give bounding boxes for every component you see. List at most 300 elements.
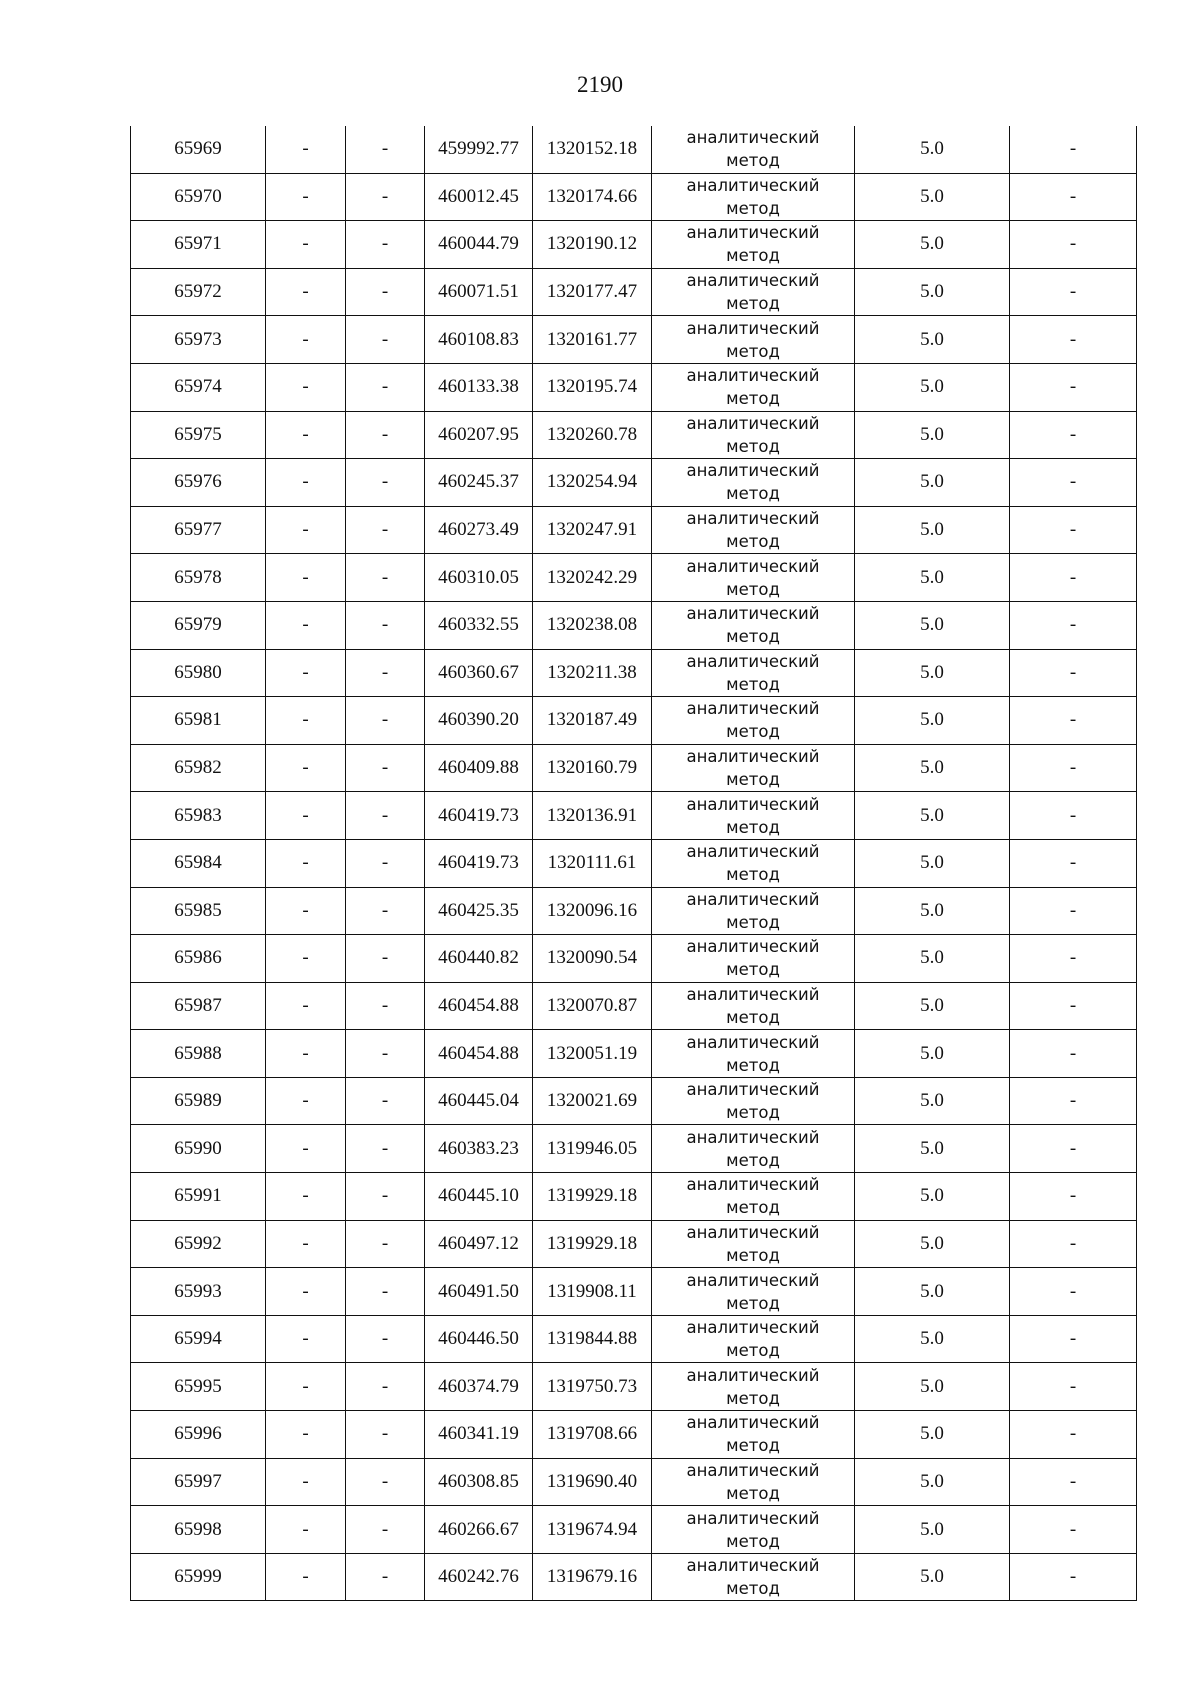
empty-cell: -	[266, 459, 346, 507]
note-cell: -	[1010, 1363, 1137, 1411]
empty-cell: -	[266, 839, 346, 887]
y-coordinate-cell: 1320111.61	[533, 839, 652, 887]
empty-cell: -	[346, 1220, 425, 1268]
method-cell	[652, 1315, 855, 1363]
method-cell	[652, 411, 855, 459]
method-line-1: аналитический	[686, 1460, 820, 1480]
note-cell: -	[1010, 1220, 1137, 1268]
accuracy-cell: 5.0	[855, 935, 1010, 983]
method-cell	[652, 649, 855, 697]
point-id-cell: 65969	[131, 126, 266, 173]
point-id-cell: 65974	[131, 363, 266, 411]
point-id-cell: 65981	[131, 697, 266, 745]
method-line-2: метод	[726, 1245, 780, 1265]
method-line-2: метод	[726, 151, 780, 171]
method-cell	[652, 363, 855, 411]
method-line-2: метод	[726, 246, 780, 266]
accuracy-cell: 5.0	[855, 316, 1010, 364]
empty-cell: -	[266, 316, 346, 364]
note-cell: -	[1010, 506, 1137, 554]
empty-cell: -	[266, 792, 346, 840]
accuracy-cell: 5.0	[855, 1220, 1010, 1268]
accuracy-cell: 5.0	[855, 839, 1010, 887]
method-line-1: аналитический	[686, 318, 820, 338]
method-line-2: метод	[726, 294, 780, 314]
accuracy-cell: 5.0	[855, 1458, 1010, 1506]
table-row	[131, 982, 1137, 1030]
point-id-cell: 65978	[131, 554, 266, 602]
method-line-2: метод	[726, 865, 780, 885]
empty-cell: -	[346, 839, 425, 887]
note-cell: -	[1010, 935, 1137, 983]
empty-cell: -	[346, 1363, 425, 1411]
empty-cell: -	[346, 982, 425, 1030]
y-coordinate-cell: 1320021.69	[533, 1077, 652, 1125]
method-line-1: аналитический	[686, 1508, 820, 1528]
accuracy-cell: 5.0	[855, 887, 1010, 935]
empty-cell: -	[266, 1553, 346, 1601]
point-id-cell: 65992	[131, 1220, 266, 1268]
table-row	[131, 1458, 1137, 1506]
x-coordinate-cell: 460310.05	[425, 554, 533, 602]
y-coordinate-cell: 1319750.73	[533, 1363, 652, 1411]
method-line-2: метод	[726, 960, 780, 980]
point-id-cell: 65996	[131, 1411, 266, 1459]
empty-cell: -	[266, 506, 346, 554]
y-coordinate-cell: 1320070.87	[533, 982, 652, 1030]
note-cell: -	[1010, 554, 1137, 602]
method-line-2: метод	[726, 770, 780, 790]
accuracy-cell: 5.0	[855, 126, 1010, 173]
x-coordinate-cell: 460207.95	[425, 411, 533, 459]
method-line-1: аналитический	[686, 747, 820, 767]
point-id-cell: 65983	[131, 792, 266, 840]
table-row	[131, 554, 1137, 602]
method-cell	[652, 744, 855, 792]
empty-cell: -	[346, 1268, 425, 1316]
x-coordinate-cell: 460341.19	[425, 1411, 533, 1459]
method-cell	[652, 1363, 855, 1411]
x-coordinate-cell: 460390.20	[425, 697, 533, 745]
note-cell: -	[1010, 1030, 1137, 1078]
point-id-cell: 65982	[131, 744, 266, 792]
method-cell	[652, 1125, 855, 1173]
method-line-2: метод	[726, 198, 780, 218]
method-line-2: метод	[726, 1531, 780, 1551]
y-coordinate-cell: 1319929.18	[533, 1220, 652, 1268]
x-coordinate-cell: 460491.50	[425, 1268, 533, 1316]
empty-cell: -	[346, 1315, 425, 1363]
note-cell: -	[1010, 1315, 1137, 1363]
method-line-1: аналитический	[686, 1413, 820, 1433]
method-line-1: аналитический	[686, 223, 820, 243]
method-line-2: метод	[726, 722, 780, 742]
note-cell: -	[1010, 601, 1137, 649]
note-cell: -	[1010, 173, 1137, 221]
empty-cell: -	[346, 1506, 425, 1554]
table-row	[131, 839, 1137, 887]
method-cell	[652, 887, 855, 935]
method-line-1: аналитический	[686, 1175, 820, 1195]
note-cell: -	[1010, 1506, 1137, 1554]
empty-cell: -	[346, 1125, 425, 1173]
empty-cell: -	[266, 1030, 346, 1078]
method-cell	[652, 1553, 855, 1601]
table-row	[131, 792, 1137, 840]
y-coordinate-cell: 1320096.16	[533, 887, 652, 935]
empty-cell: -	[346, 459, 425, 507]
empty-cell: -	[266, 363, 346, 411]
empty-cell: -	[266, 887, 346, 935]
table-row	[131, 697, 1137, 745]
empty-cell: -	[346, 506, 425, 554]
empty-cell: -	[266, 173, 346, 221]
method-line-2: метод	[726, 341, 780, 361]
empty-cell: -	[346, 1458, 425, 1506]
method-cell	[652, 1077, 855, 1125]
method-line-2: метод	[726, 1483, 780, 1503]
note-cell: -	[1010, 982, 1137, 1030]
point-id-cell: 65977	[131, 506, 266, 554]
point-id-cell: 65973	[131, 316, 266, 364]
y-coordinate-cell: 1320211.38	[533, 649, 652, 697]
x-coordinate-cell: 460445.04	[425, 1077, 533, 1125]
empty-cell: -	[346, 792, 425, 840]
table-row	[131, 173, 1137, 221]
note-cell: -	[1010, 1173, 1137, 1221]
method-cell	[652, 839, 855, 887]
note-cell: -	[1010, 839, 1137, 887]
empty-cell: -	[266, 649, 346, 697]
y-coordinate-cell: 1319844.88	[533, 1315, 652, 1363]
method-line-2: метод	[726, 1007, 780, 1027]
empty-cell: -	[266, 221, 346, 269]
x-coordinate-cell: 460440.82	[425, 935, 533, 983]
x-coordinate-cell: 460245.37	[425, 459, 533, 507]
table-row	[131, 1125, 1137, 1173]
method-line-2: метод	[726, 1198, 780, 1218]
note-cell: -	[1010, 1268, 1137, 1316]
table-row	[131, 935, 1137, 983]
method-cell	[652, 1030, 855, 1078]
y-coordinate-cell: 1320136.91	[533, 792, 652, 840]
method-line-1: аналитический	[686, 604, 820, 624]
x-coordinate-cell: 460360.67	[425, 649, 533, 697]
accuracy-cell: 5.0	[855, 173, 1010, 221]
x-coordinate-cell: 460308.85	[425, 1458, 533, 1506]
method-line-2: метод	[726, 1150, 780, 1170]
empty-cell: -	[346, 1030, 425, 1078]
empty-cell: -	[346, 221, 425, 269]
empty-cell: -	[346, 173, 425, 221]
method-line-1: аналитический	[686, 1318, 820, 1338]
empty-cell: -	[266, 1268, 346, 1316]
method-cell	[652, 1458, 855, 1506]
empty-cell: -	[266, 601, 346, 649]
accuracy-cell: 5.0	[855, 1363, 1010, 1411]
method-cell	[652, 1506, 855, 1554]
note-cell: -	[1010, 268, 1137, 316]
empty-cell: -	[346, 649, 425, 697]
method-line-2: метод	[726, 1055, 780, 1075]
y-coordinate-cell: 1319674.94	[533, 1506, 652, 1554]
empty-cell: -	[266, 935, 346, 983]
accuracy-cell: 5.0	[855, 982, 1010, 1030]
y-coordinate-cell: 1319679.16	[533, 1553, 652, 1601]
note-cell: -	[1010, 697, 1137, 745]
accuracy-cell: 5.0	[855, 1411, 1010, 1459]
method-line-2: метод	[726, 1388, 780, 1408]
y-coordinate-cell: 1320260.78	[533, 411, 652, 459]
method-line-1: аналитический	[686, 937, 820, 957]
method-line-2: метод	[726, 484, 780, 504]
table-row	[131, 316, 1137, 364]
method-line-2: метод	[726, 1341, 780, 1361]
note-cell: -	[1010, 459, 1137, 507]
note-cell: -	[1010, 363, 1137, 411]
table-row	[131, 126, 1137, 173]
method-line-2: метод	[726, 579, 780, 599]
x-coordinate-cell: 460071.51	[425, 268, 533, 316]
accuracy-cell: 5.0	[855, 1553, 1010, 1601]
method-line-2: метод	[726, 1293, 780, 1313]
table-row	[131, 1030, 1137, 1078]
point-id-cell: 65985	[131, 887, 266, 935]
empty-cell: -	[266, 1411, 346, 1459]
table-row	[131, 1173, 1137, 1221]
empty-cell: -	[266, 1077, 346, 1125]
y-coordinate-cell: 1320190.12	[533, 221, 652, 269]
table-row	[131, 411, 1137, 459]
y-coordinate-cell: 1320090.54	[533, 935, 652, 983]
method-cell	[652, 697, 855, 745]
table-row	[131, 1553, 1137, 1601]
method-line-1: аналитический	[686, 842, 820, 862]
empty-cell: -	[266, 554, 346, 602]
point-id-cell: 65970	[131, 173, 266, 221]
point-id-cell: 65993	[131, 1268, 266, 1316]
method-cell	[652, 126, 855, 173]
table-row	[131, 221, 1137, 269]
method-line-2: метод	[726, 912, 780, 932]
x-coordinate-cell: 460409.88	[425, 744, 533, 792]
table-row	[131, 1506, 1137, 1554]
y-coordinate-cell: 1319908.11	[533, 1268, 652, 1316]
point-id-cell: 65999	[131, 1553, 266, 1601]
method-line-2: метод	[726, 389, 780, 409]
table-row	[131, 601, 1137, 649]
table-row	[131, 1268, 1137, 1316]
note-cell: -	[1010, 1125, 1137, 1173]
empty-cell: -	[266, 1173, 346, 1221]
accuracy-cell: 5.0	[855, 1315, 1010, 1363]
empty-cell: -	[266, 1220, 346, 1268]
empty-cell: -	[266, 1315, 346, 1363]
point-id-cell: 65979	[131, 601, 266, 649]
x-coordinate-cell: 459992.77	[425, 126, 533, 173]
accuracy-cell: 5.0	[855, 1125, 1010, 1173]
accuracy-cell: 5.0	[855, 411, 1010, 459]
y-coordinate-cell: 1320238.08	[533, 601, 652, 649]
method-cell	[652, 459, 855, 507]
table-row	[131, 744, 1137, 792]
x-coordinate-cell: 460425.35	[425, 887, 533, 935]
y-coordinate-cell: 1320051.19	[533, 1030, 652, 1078]
method-line-1: аналитический	[686, 1222, 820, 1242]
empty-cell: -	[346, 411, 425, 459]
y-coordinate-cell: 1320174.66	[533, 173, 652, 221]
x-coordinate-cell: 460419.73	[425, 839, 533, 887]
x-coordinate-cell: 460446.50	[425, 1315, 533, 1363]
method-line-1: аналитический	[686, 366, 820, 386]
note-cell: -	[1010, 744, 1137, 792]
accuracy-cell: 5.0	[855, 1268, 1010, 1316]
method-line-1: аналитический	[686, 1032, 820, 1052]
y-coordinate-cell: 1320242.29	[533, 554, 652, 602]
x-coordinate-cell: 460332.55	[425, 601, 533, 649]
empty-cell: -	[266, 982, 346, 1030]
accuracy-cell: 5.0	[855, 268, 1010, 316]
empty-cell: -	[346, 268, 425, 316]
empty-cell: -	[346, 887, 425, 935]
x-coordinate-cell: 460242.76	[425, 1553, 533, 1601]
x-coordinate-cell: 460133.38	[425, 363, 533, 411]
empty-cell: -	[346, 1077, 425, 1125]
method-line-1: аналитический	[686, 1270, 820, 1290]
table-row	[131, 363, 1137, 411]
y-coordinate-cell: 1319929.18	[533, 1173, 652, 1221]
y-coordinate-cell: 1320160.79	[533, 744, 652, 792]
x-coordinate-cell: 460445.10	[425, 1173, 533, 1221]
table-row	[131, 1077, 1137, 1125]
empty-cell: -	[346, 1173, 425, 1221]
accuracy-cell: 5.0	[855, 697, 1010, 745]
method-cell	[652, 601, 855, 649]
empty-cell: -	[266, 126, 346, 173]
empty-cell: -	[266, 1458, 346, 1506]
empty-cell: -	[266, 1506, 346, 1554]
method-line-1: аналитический	[686, 461, 820, 481]
accuracy-cell: 5.0	[855, 506, 1010, 554]
note-cell: -	[1010, 316, 1137, 364]
point-id-cell: 65997	[131, 1458, 266, 1506]
note-cell: -	[1010, 1411, 1137, 1459]
accuracy-cell: 5.0	[855, 792, 1010, 840]
accuracy-cell: 5.0	[855, 221, 1010, 269]
table-row	[131, 506, 1137, 554]
method-cell	[652, 1220, 855, 1268]
method-line-1: аналитический	[686, 889, 820, 909]
x-coordinate-cell: 460012.45	[425, 173, 533, 221]
empty-cell: -	[346, 554, 425, 602]
y-coordinate-cell: 1320152.18	[533, 126, 652, 173]
method-line-2: метод	[726, 1579, 780, 1599]
empty-cell: -	[346, 697, 425, 745]
point-id-cell: 65994	[131, 1315, 266, 1363]
empty-cell: -	[346, 1411, 425, 1459]
empty-cell: -	[266, 411, 346, 459]
method-cell	[652, 1411, 855, 1459]
table-body	[131, 126, 1137, 1601]
note-cell: -	[1010, 1458, 1137, 1506]
point-id-cell: 65975	[131, 411, 266, 459]
note-cell: -	[1010, 649, 1137, 697]
method-line-1: аналитический	[686, 699, 820, 719]
x-coordinate-cell: 460383.23	[425, 1125, 533, 1173]
method-line-1: аналитический	[686, 128, 820, 148]
accuracy-cell: 5.0	[855, 601, 1010, 649]
point-id-cell: 65987	[131, 982, 266, 1030]
point-id-cell: 65971	[131, 221, 266, 269]
method-cell	[652, 316, 855, 364]
point-id-cell: 65980	[131, 649, 266, 697]
accuracy-cell: 5.0	[855, 1506, 1010, 1554]
y-coordinate-cell: 1320254.94	[533, 459, 652, 507]
accuracy-cell: 5.0	[855, 554, 1010, 602]
method-cell	[652, 221, 855, 269]
method-line-1: аналитический	[686, 556, 820, 576]
x-coordinate-cell: 460419.73	[425, 792, 533, 840]
table-row	[131, 1363, 1137, 1411]
y-coordinate-cell: 1320161.77	[533, 316, 652, 364]
method-line-1: аналитический	[686, 1556, 820, 1576]
method-line-1: аналитический	[686, 175, 820, 195]
point-id-cell: 65990	[131, 1125, 266, 1173]
method-line-1: аналитический	[686, 1365, 820, 1385]
method-line-2: метод	[726, 532, 780, 552]
method-line-2: метод	[726, 1436, 780, 1456]
accuracy-cell: 5.0	[855, 363, 1010, 411]
accuracy-cell: 5.0	[855, 459, 1010, 507]
point-id-cell: 65986	[131, 935, 266, 983]
method-line-2: метод	[726, 436, 780, 456]
note-cell: -	[1010, 887, 1137, 935]
method-cell	[652, 1268, 855, 1316]
x-coordinate-cell: 460454.88	[425, 1030, 533, 1078]
method-cell	[652, 982, 855, 1030]
method-line-2: метод	[726, 674, 780, 694]
point-id-cell: 65991	[131, 1173, 266, 1221]
empty-cell: -	[346, 744, 425, 792]
empty-cell: -	[266, 744, 346, 792]
x-coordinate-cell: 460266.67	[425, 1506, 533, 1554]
table-row	[131, 649, 1137, 697]
method-line-1: аналитический	[686, 984, 820, 1004]
accuracy-cell: 5.0	[855, 1077, 1010, 1125]
empty-cell: -	[266, 697, 346, 745]
empty-cell: -	[266, 268, 346, 316]
point-id-cell: 65972	[131, 268, 266, 316]
method-line-1: аналитический	[686, 1080, 820, 1100]
table-row	[131, 1411, 1137, 1459]
table-row	[131, 1220, 1137, 1268]
coordinates-table	[130, 126, 1137, 1601]
empty-cell: -	[346, 316, 425, 364]
method-line-1: аналитический	[686, 509, 820, 529]
method-cell	[652, 506, 855, 554]
empty-cell: -	[346, 1553, 425, 1601]
point-id-cell: 65995	[131, 1363, 266, 1411]
point-id-cell: 65989	[131, 1077, 266, 1125]
x-coordinate-cell: 460273.49	[425, 506, 533, 554]
method-cell	[652, 173, 855, 221]
note-cell: -	[1010, 411, 1137, 459]
method-line-2: метод	[726, 1103, 780, 1123]
table-row	[131, 887, 1137, 935]
method-line-1: аналитический	[686, 1127, 820, 1147]
y-coordinate-cell: 1319946.05	[533, 1125, 652, 1173]
point-id-cell: 65988	[131, 1030, 266, 1078]
